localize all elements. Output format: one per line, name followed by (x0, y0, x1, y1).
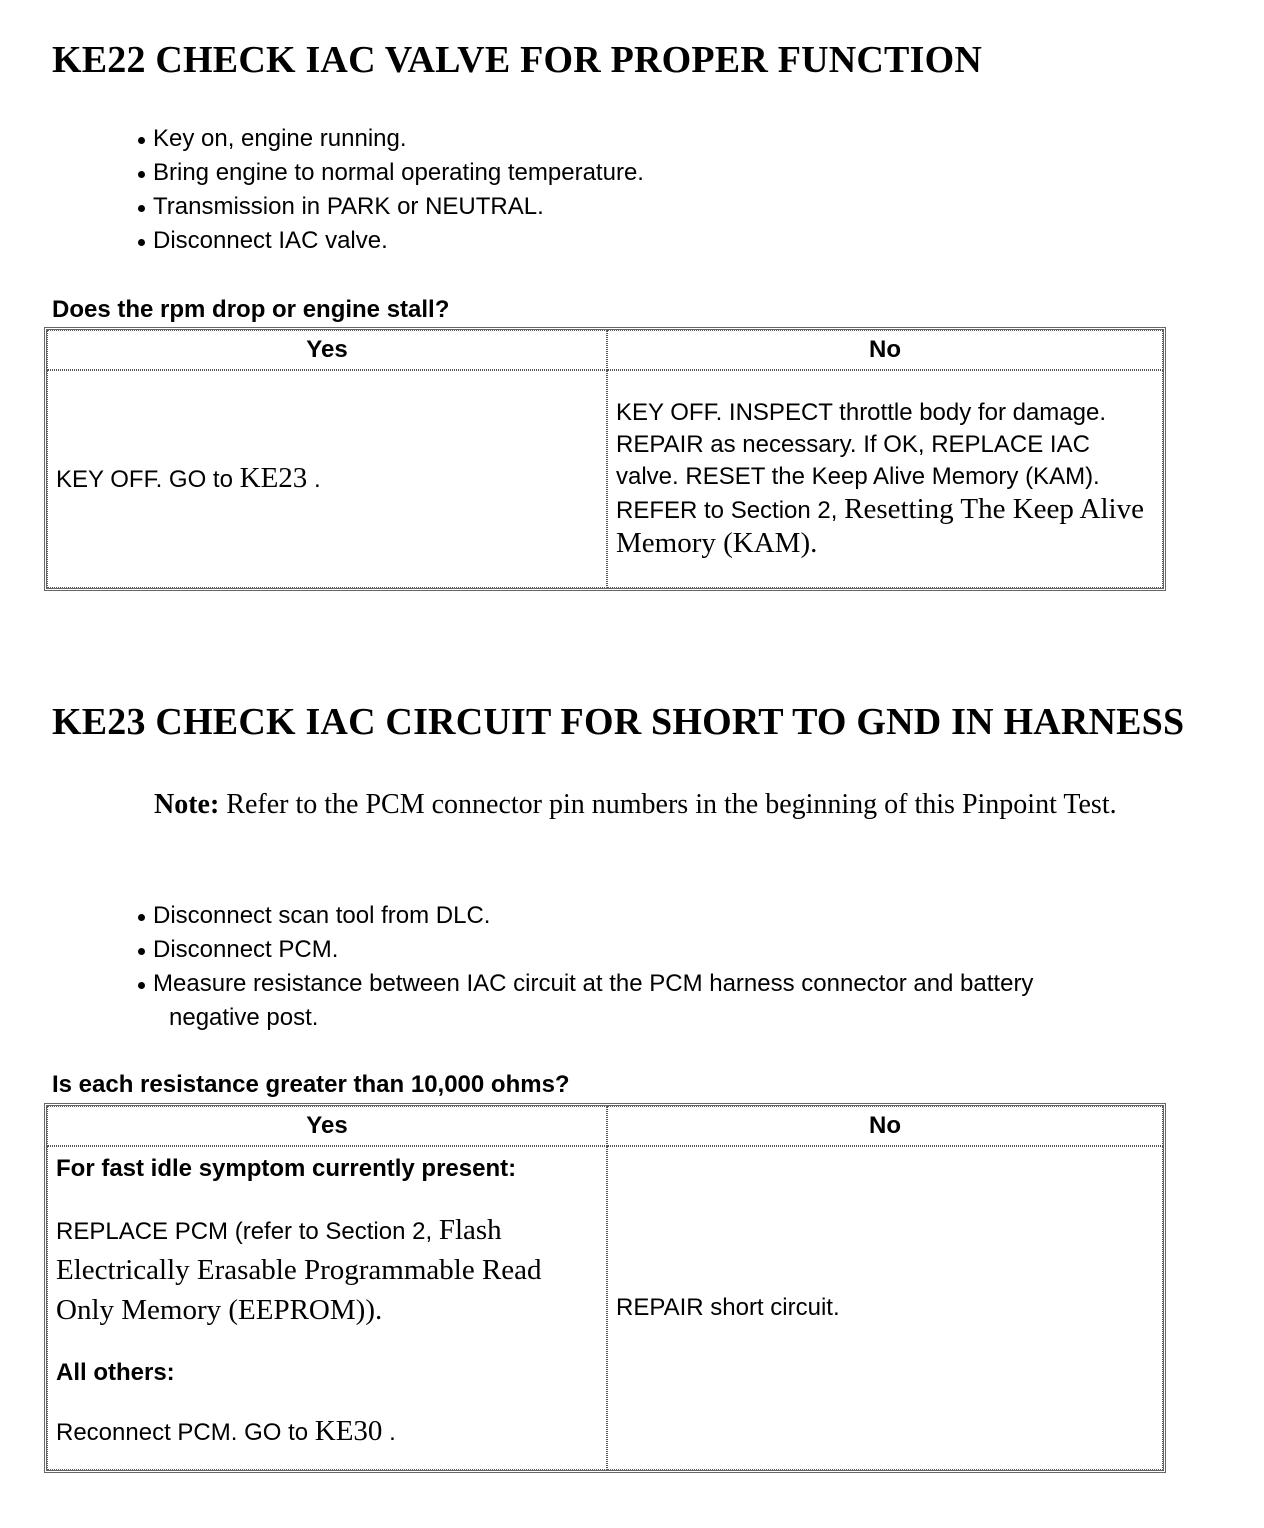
list-item: Transmission in PARK or NEUTRAL. (135, 190, 644, 224)
list-item-text: Measure resistance between IAC circuit at the PCM harness connector and battery (153, 970, 1034, 997)
step-list-ke23 (135, 899, 1195, 1035)
yes-header: Yes (47, 1106, 607, 1146)
list-item: Key on, engine running. (135, 122, 644, 156)
question-ke23: Is each resistance greater than 10,000 ohms? (52, 1071, 570, 1098)
note-label: Note: (154, 789, 220, 820)
flash-eeprom-link[interactable]: Flash Electrically Erasable Programmable Read Only Memory (EEPROM)). (56, 1214, 542, 1326)
list-item: Disconnect scan tool from DLC. (135, 899, 1195, 933)
yes-text-2: Reconnect PCM. GO to (56, 1419, 309, 1446)
yes-heading-fast-idle: For fast idle symptom currently present: (56, 1155, 517, 1182)
list-item: Disconnect PCM. (135, 933, 1195, 967)
question-ke22: Does the rpm drop or engine stall? (52, 296, 450, 323)
no-header: No (607, 330, 1163, 370)
no-cell: REPAIR short circuit. (607, 1146, 1163, 1470)
ke30-link[interactable]: KE30 (314, 1415, 383, 1447)
yes-heading-all-others: All others: (56, 1359, 175, 1386)
yes-end-2: . (389, 1419, 396, 1446)
no-cell (607, 370, 1163, 588)
yes-paragraph-2 (56, 1415, 598, 1449)
yes-paragraph-1 (56, 1211, 598, 1331)
no-text: KEY OFF. INSPECT throttle body for damage. REPAIR as necessary. If OK, REPLACE IAC valve. RESET the Keep Alive Memory (KAM). REFER to Section 2, (616, 399, 1106, 524)
note (154, 786, 1244, 824)
section-title-ke23: KE23 CHECK IAC CIRCUIT FOR SHORT TO GND IN HARNESS (52, 701, 1185, 743)
result-table-ke22 (44, 327, 1166, 591)
yes-header: Yes (47, 330, 607, 370)
yes-text-1: REPLACE PCM (refer to Section 2, (56, 1218, 433, 1245)
resetting-kam-link[interactable]: Resetting The Keep Alive Memory (KAM). (616, 493, 1144, 559)
list-item-continuation: negative post. (169, 1004, 319, 1031)
list-item: Bring engine to normal operating temperature. (135, 156, 644, 190)
step-list-ke22 (135, 122, 644, 258)
no-header: No (607, 1106, 1163, 1146)
yes-text: KEY OFF. GO to (56, 466, 233, 493)
yes-cell (47, 370, 607, 588)
table-header-row (47, 330, 1163, 370)
yes-end: . (313, 466, 321, 493)
result-table-ke23 (44, 1103, 1166, 1473)
yes-cell (47, 1146, 607, 1470)
table-header-row (47, 1106, 1163, 1146)
ke23-link[interactable]: KE23 (239, 462, 308, 494)
list-item: Disconnect IAC valve. (135, 224, 644, 258)
note-text: Refer to the PCM connector pin numbers in the beginning of this Pinpoint Test. (226, 789, 1117, 820)
table-row (47, 1146, 1163, 1470)
list-item (135, 967, 1195, 1035)
table-row (47, 370, 1163, 588)
section-title-ke22: KE22 CHECK IAC VALVE FOR PROPER FUNCTION (52, 39, 982, 81)
